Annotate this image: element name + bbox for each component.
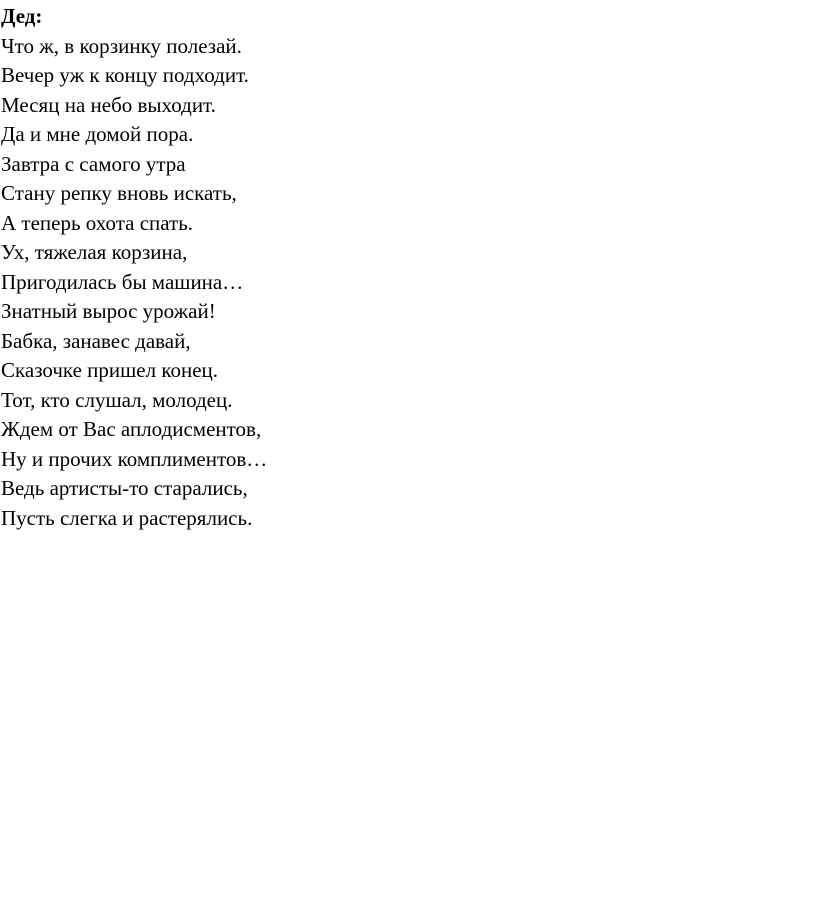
speaker-name: Дед: xyxy=(1,4,43,28)
poem-line: Бабка, занавес давай, xyxy=(1,328,191,353)
poem-line: Сказочке пришел конец. xyxy=(1,358,219,382)
poem-line: Да и мне домой пора. xyxy=(1,122,194,146)
poem-line: Вечер уж к концу подходит. xyxy=(1,63,249,87)
poem-line: Знатный вырос урожай! xyxy=(1,299,216,323)
poem-line: Стану репку вновь искать, xyxy=(1,181,237,205)
poem-line: Что ж, в корзинку полезай. xyxy=(1,33,242,58)
poem-line: Ведь артисты-то старались, xyxy=(1,476,248,500)
poem-line: Ждем от Вас аплодисментов, xyxy=(1,417,262,441)
poem-line: Ну и прочих комплиментов… xyxy=(1,446,268,471)
poem-line: А теперь охота спать. xyxy=(1,210,194,235)
poem-line: Пусть слегка и растерялись. xyxy=(1,505,253,530)
poem-line: Пригодилась бы машина… xyxy=(1,269,244,294)
poem-line: Завтра с самого утра xyxy=(1,151,186,176)
poem-line: Ух, тяжелая корзина, xyxy=(1,240,188,264)
poem-line: Месяц на небо выходит. xyxy=(1,92,216,117)
poem-line: Тот, кто слушал, молодец. xyxy=(1,387,233,412)
poem-block xyxy=(1,2,267,533)
